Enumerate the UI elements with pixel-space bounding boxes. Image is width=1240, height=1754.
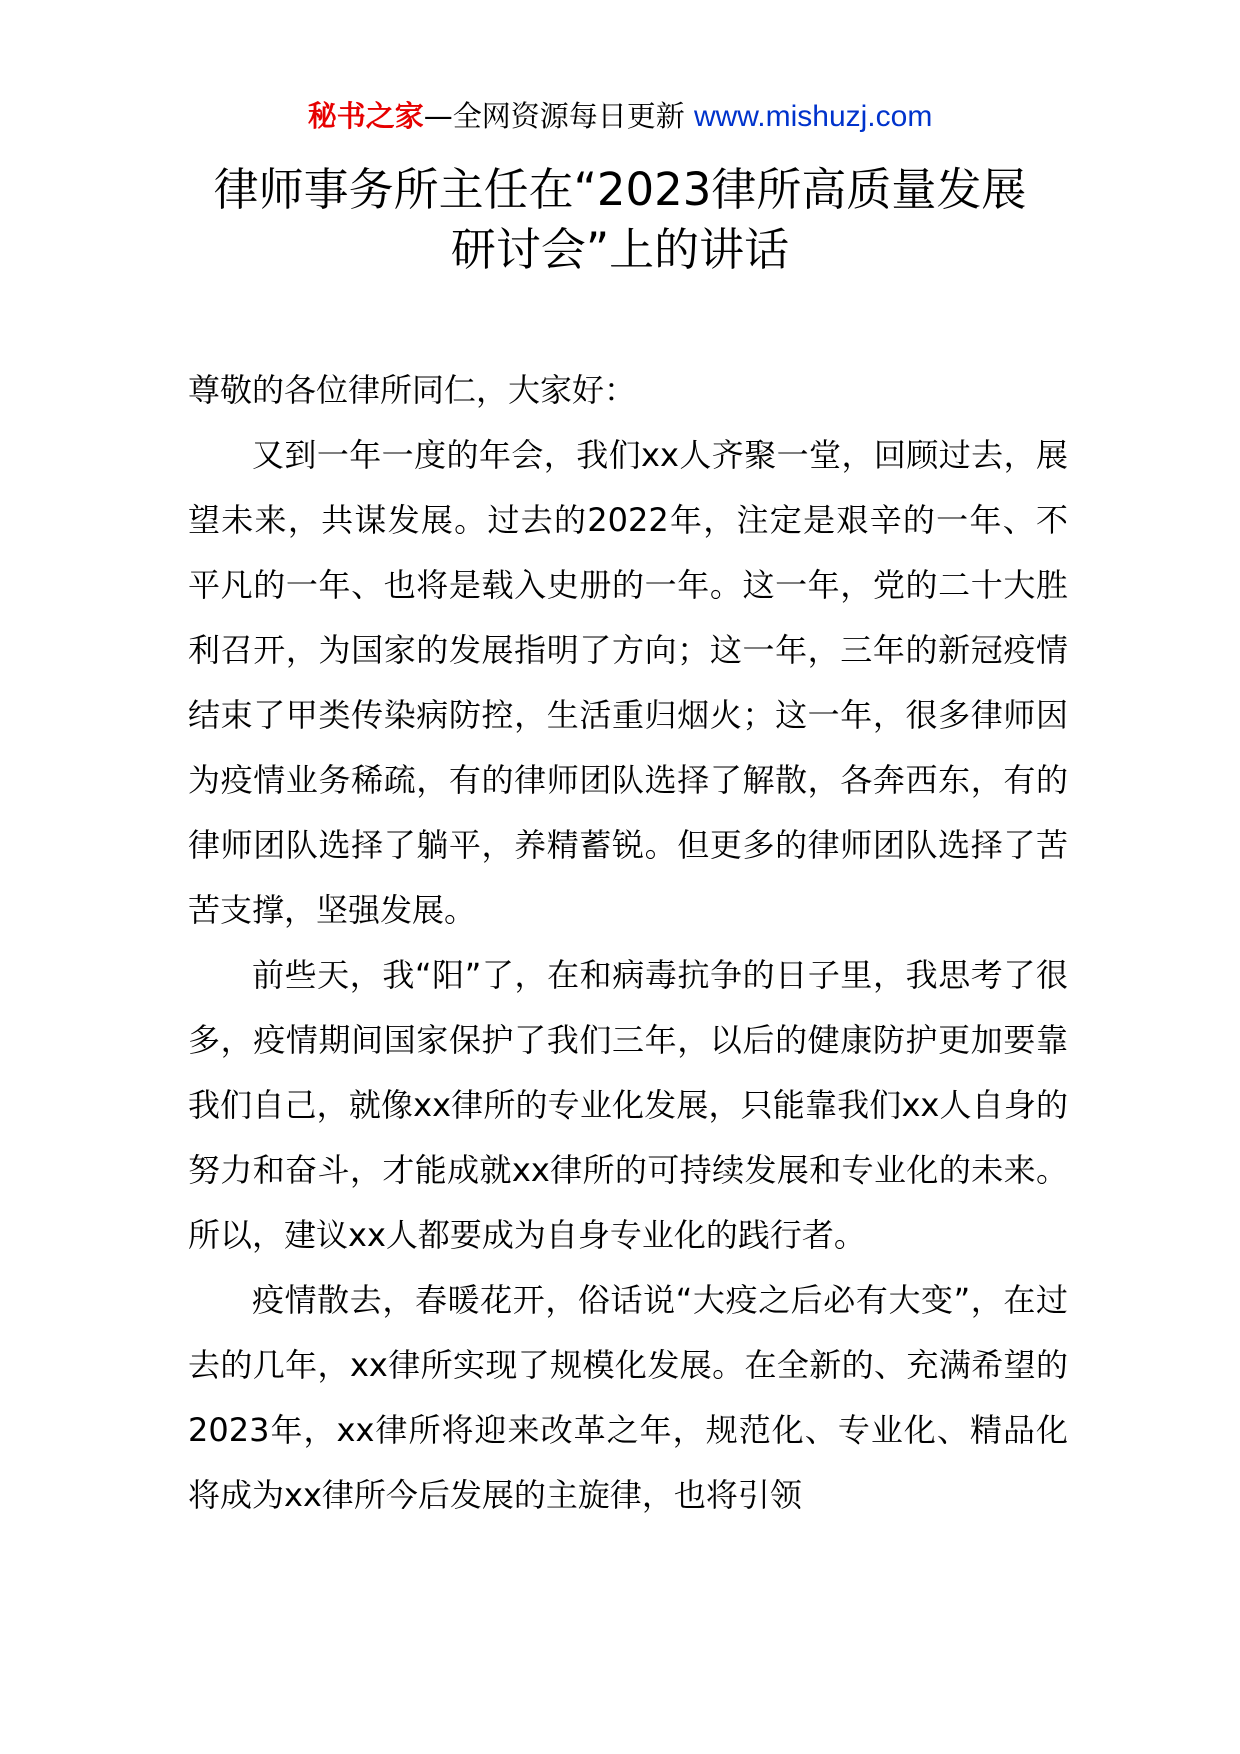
site-slogan: —全网资源每日更新 [423, 99, 685, 133]
document-title [120, 160, 1120, 280]
paragraph-1: 又到一年一度的年会，我们xx人齐聚一堂，回顾过去，展望未来，共谋发展。过去的2022年，注定是艰辛的一年、不平凡的一年、也将是载入史册的一年。这一年，党的二十大胜利召开，为国家的发展指明了方向；这一年，三年的新冠疫情结束了甲类传染病防控，生活重归烟火；这一年，很多律师因为疫情业务稀疏，有的律师团队选择了解散，各奔西东，有的律师团队选择了躺平，养精蓄锐。但更多的律师团队选择了苦苦支撑，坚强发展。 [188, 436, 1068, 929]
document-body [188, 358, 1068, 1528]
paragraph-3: 疫情散去，春暖花开，俗话说“大疫之后必有大变”，在过去的几年，xx律所实现了规模化发展。在全新的、充满希望的2023年，xx律所将迎来改革之年，规范化、专业化、精品化将成为xx律所今后发展的主旋律，也将引领 [188, 1281, 1068, 1514]
site-brand: 秘书之家 [307, 99, 424, 133]
greeting: 尊敬的各位律所同仁，大家好： [188, 371, 637, 409]
title-line-2: 研讨会”上的讲话 [450, 223, 790, 276]
site-url-link[interactable]: www.mishuzj.com [693, 100, 933, 133]
title-line-1: 律师事务所主任在“2023律所高质量发展 [213, 163, 1027, 216]
paragraph-2: 前些天，我“阳”了，在和病毒抗争的日子里，我思考了很多，疫情期间国家保护了我们三年，以后的健康防护更加要靠我们自己，就像xx律所的专业化发展，只能靠我们xx人自身的努力和奋斗，才能成就xx律所的可持续发展和专业化的未来。所以，建议xx人都要成为自身专业化的践行者。 [188, 956, 1068, 1254]
site-header [0, 96, 1240, 137]
